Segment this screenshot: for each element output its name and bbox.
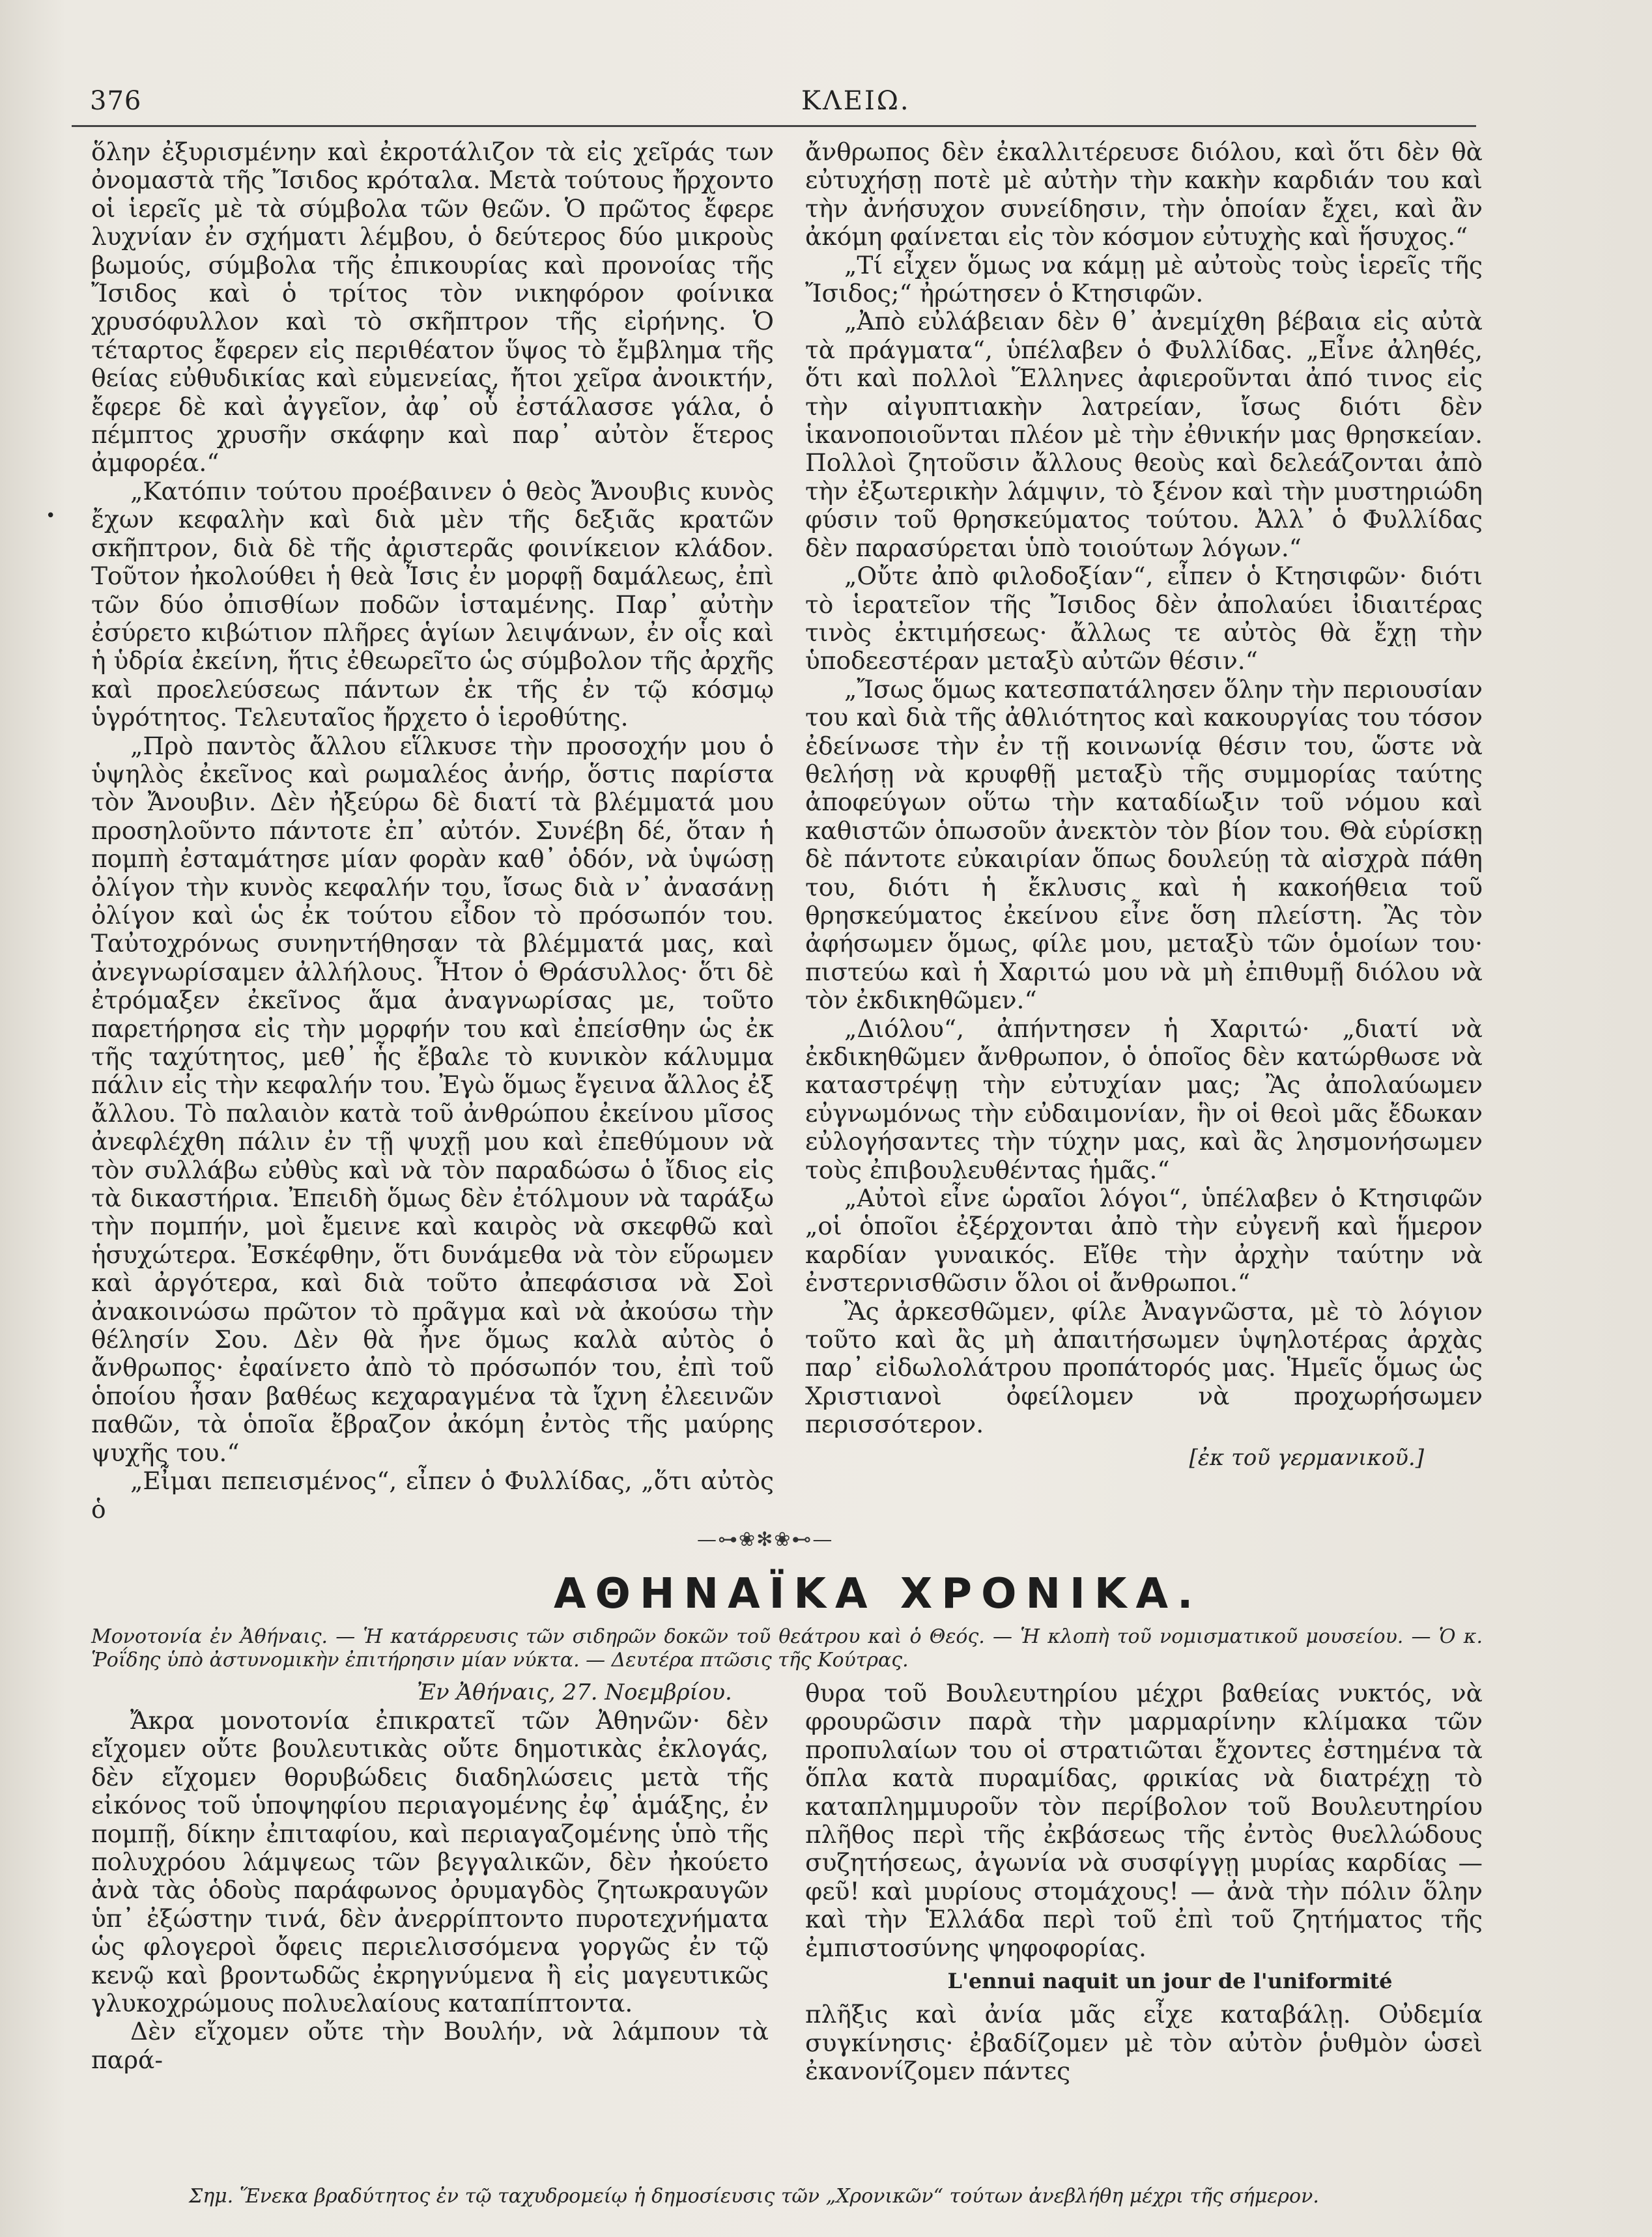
margin-mark: • bbox=[46, 506, 56, 526]
paragraph: „Διόλου“, ἀπήντησεν ἡ Χαριτώ· „διατί νὰ ἐκδικηθῶμεν ἄνθρωπον, ὁ ὁποῖος δὲν κατώρθωσε νὰ καταστρέψῃ τὴν εὐτυχίαν μας; Ἂς ἀπολαύωμεν εὐγνωμόνως τὴν εὐδαιμονίαν, ἣν οἱ θεοὶ μᾶς ἔδωκαν εὐλογήσαντες τὴν τύχην μας, καὶ ἂς λησμονήσωμεν τοὺς ἐπιβουλευθέντας ἡμᾶς.“ bbox=[805, 1014, 1483, 1184]
paragraph: πλῆξις καὶ ἀνία μᾶς εἶχε καταβάλῃ. Οὐδεμία συγκίνησις· ἐβαδίζομεν μὲ τὸν αὐτὸν ῥυθμὸν ὡσεὶ ἐκανονίζομεν πάντες bbox=[805, 2000, 1483, 2086]
paragraph: θυρα τοῦ Βουλευτηρίου μέχρι βαθείας νυκτός, νὰ φρουρῶσιν παρὰ τὴν μαρμαρίνην κλίμακα τῶν προπυλαίων του οἱ στρατιῶται ἔχοντες ἐστημένα τὰ ὅπλα κατὰ πυραμίδας, φρικίας νὰ διατρέχῃ τὸ καταπλημμυροῦν τὸν περίβολον τοῦ Βουλευτηρίου πλῆθος περὶ τῆς ἐκβάσεως τῆς ἐντὸς θυελλώδους συζητήσεως, ἀγωνία νὰ συσφίγγῃ μυρίας καρδίας — φεῦ! καὶ μυρίους στομάχους! — ἀνὰ τὴν πόλιν ὅλην καὶ τὴν Ἑλλάδα περὶ τοῦ ἐπὶ τοῦ ζητήματος τῆς ἐμπιστοσύνης ψηφοφορίας. bbox=[805, 1679, 1483, 1962]
paragraph: Ἂς ἀρκεσθῶμεν, φίλε Ἀναγνῶστα, μὲ τὸ λόγιον τοῦτο καὶ ἂς μὴ ἀπαιτήσωμεν ὑψηλοτέρας ἀρχὰς παρ᾽ εἰδωλολάτρου προπάτορός μας. Ἡμεῖς ὅμως ὡς Χριστιανοὶ ὀφείλομεν νὰ προχωρήσωμεν περισσότερον. bbox=[805, 1296, 1483, 1439]
paragraph: „Κατόπιν τούτου προέβαινεν ὁ θεὸς Ἄνουβις κυνὸς ἔχων κεφαλὴν καὶ διὰ μὲν τῆς δεξιᾶς κρατῶν σκῆπτρον, διὰ δὲ τῆς ἀριστερᾶς φοινίκειον κλάδον. Τοῦτον ἠκολούθει ἡ θεὰ Ἶσις ἐν μορφῇ δαμάλεως, ἐπὶ τῶν δύο ὀπισθίων ποδῶν ἱσταμένης. Παρ᾽ αὐτὴν ἐσύρετο κιβώτιον πλῆρες ἁγίων λειψάνων, ἐν οἷς καὶ ἡ ὑδρία ἐκείνη, ἥτις ἐθεωρεῖτο ὡς σύμβολον τῆς ἀρχῆς καὶ προελεύσεως πάντων ἐκ τῆς ἐν τῷ κόσμῳ ὑγρότητος. Τελευταῖος ἤρχετο ὁ ἱεροθύτης. bbox=[91, 476, 774, 732]
paragraph: „Εἶμαι πεπεισμένος“, εἶπεν ὁ Φυλλίδας, „ὅτι αὐτὸς ὁ bbox=[91, 1466, 774, 1524]
chronicle-right-column bbox=[805, 1679, 1483, 2086]
paragraph: „Πρὸ παντὸς ἄλλου εἵλκυσε τὴν προσοχήν μου ὁ ὑψηλὸς ἐκεῖνος καὶ ρωμαλέος ἀνήρ, ὅστις παρίστα τὸν Ἄνουβιν. Δὲν ἠξεύρω δὲ διατί τὰ βλέμματά μου προσηλοῦντο πάντοτε ἐπ᾽ αὐτόν. Συνέβη δέ, ὅταν ἡ πομπὴ ἐσταμάτησε μίαν φορὰν καθ᾽ ὁδόν, νὰ ὑψώσῃ ὀλίγον τὴν κυνὸς κεφαλήν του, ἴσως διὰ ν᾽ ἀνασάνῃ ὀλίγον καὶ ὡς ἐκ τούτου εἶδον τὸ πρόσωπόν του. Ταὐτοχρόνως συνηντήθησαν τὰ βλέμματά μας, καὶ ἀνεγνωρίσαμεν ἀλλήλους. Ἦτον ὁ Θράσυλλος· ὅτι δὲ ἐτρόμαξεν ἐκεῖνος ἅμα ἀναγνωρίσας με, τοῦτο παρετήρησα εἰς τὴν μορφήν του καὶ ἐπείσθην ὡς ἐκ τῆς ταχύτητος, μεθ᾽ ἧς ἔβαλε τὸ κυνικὸν κάλυμμα πάλιν εἰς τὴν κεφαλήν του. Ἐγὼ ὅμως ἔγεινα ἄλλος ἐξ ἄλλου. Τὸ παλαιὸν κατὰ τοῦ ἀνθρώπου ἐκείνου μῖσος ἀνεφλέχθη πάλιν ἐν τῇ ψυχῇ μου καὶ ἐπεθύμουν νὰ τὸν συλλάβω εὐθὺς καὶ νὰ τὸν παραδώσω ὁ ἴδιος εἰς τὰ δικαστήρια. Ἐπειδὴ ὅμως δὲν ἐτόλμουν νὰ ταράξω τὴν πομπήν, μοὶ ἔμεινε καὶ καιρὸς νὰ σκεφθῶ καὶ ἡσυχώτερα. Ἐσκέφθην, ὅτι δυνάμεθα νὰ τὸν εὕρωμεν καὶ ἀργότερα, καὶ διὰ τοῦτο ἀπεφάσισα νὰ Σοὶ ἀνακοινώσω πρῶτον τὸ πρᾶγμα καὶ νὰ ἀκούσω τὴν θέλησίν Σου. Δὲν θὰ ἦνε ὅμως καλὰ αὐτὸς ὁ ἄνθρωπος· ἐφαίνετο ἀπὸ τὸ πρόσωπόν του, ἐπὶ τοῦ ὁποίου ἦσαν βαθέως κεχαραγμένα τὰ ἴχνη ἐλεεινῶν παθῶν, τὰ ὁποῖα ἔβραζον ἀκόμη ἐντὸς τῆς μαύρης ψυχῆς του.“ bbox=[91, 731, 774, 1467]
paragraph: „Οὔτε ἀπὸ φιλοδοξίαν“, εἶπεν ὁ Κτησιφῶν· διότι τὸ ἱερατεῖον τῆς Ἴσιδος δὲν ἀπολαύει ἰδιαιτέρας τινὸς ἐκτιμήσεως· ἄλλως τε αὐτὸς θὰ ἔχῃ τὴν ὑποδεεστέραν μεταξὺ αὐτῶν θέσιν.“ bbox=[805, 562, 1483, 676]
story-right-column bbox=[805, 138, 1483, 1472]
journal-title: ΚΛΕΙΩ. bbox=[801, 86, 911, 116]
paragraph: „Τί εἶχεν ὅμως να κάμῃ μὲ αὐτοὺς τοὺς ἱερεῖς τῆς Ἴσιδος;“ ἠρώτησεν ὁ Κτησιφῶν. bbox=[805, 250, 1483, 308]
dateline: Ἐν Ἀθήναις, 27. Νοεμβρίου. bbox=[417, 1679, 732, 1705]
paragraph: „Ἴσως ὅμως κατεσπατάλησεν ὅλην τὴν περιουσίαν του καὶ διὰ τῆς ἀθλιότητος καὶ κακουργίας του τόσον ἐδείνωσε τὴν ἐν τῇ κοινωνίᾳ θέσιν του, ὥστε νὰ θελήσῃ νὰ κρυφθῇ μεταξὺ τῆς συμμορίας ταύτης ἀποφεύγων οὕτω τὴν καταδίωξιν τοῦ νόμου καὶ καθιστῶν ὁπωσοῦν ἀνεκτὸν τὸν βίον του. Θὰ εὑρίσκῃ δὲ πάντοτε εὐκαιρίαν ὅπως δουλεύῃ τὰ αἰσχρὰ πάθη του, διότι ἡ ἔκλυσις καὶ ἡ κακοήθεια τοῦ θρησκεύματος ἐκείνου εἶνε ὅση πλείστη. Ἂς τὸν ἀφήσωμεν ὅμως, φίλε μου, μεταξὺ τῶν ὁμοίων του· πιστεύω καὶ ἡ Χαριτώ μου νὰ μὴ ἐπιθυμῇ διόλου νὰ τὸν ἐκδικηθῶμεν.“ bbox=[805, 674, 1483, 1015]
french-quote: L'ennui naquit un jour de l'uniformité bbox=[947, 1969, 1393, 1994]
paragraph: „Αὐτοὶ εἶνε ὡραῖοι λόγοι“, ὑπέλαβεν ὁ Κτησιφῶν „οἱ ὁποῖοι ἐξέρχονται ἀπὸ τὴν εὐγενῆ καὶ ἥμερον καρδίαν γυναικός. Εἴθε τὴν ἀρχὴν ταύτην νὰ ἐνστερνισθῶσιν ὅλοι οἱ ἄνθρωποι.“ bbox=[805, 1184, 1483, 1298]
paragraph: ὅλην ἐξυρισμένην καὶ ἐκροτάλιζον τὰ εἰς χεῖράς των ὀνομαστὰ τῆς Ἴσιδος κρόταλα. Μετὰ τούτους ἤρχοντο οἱ ἱερεῖς μὲ τὰ σύμβολα τῶν θεῶν. Ὁ πρῶτος ἔφερε λυχνίαν ἐν σχήματι λέμβου, ὁ δεύτερος δύο μικροὺς βωμούς, σύμβολα τῆς ἐπικουρίας καὶ προνοίας τῆς Ἴσιδος καὶ ὁ τρίτος τὸν νικηφόρον φοίνικα χρυσόφυλλον καὶ τὸ σκῆπτρον τῆς εἰρήνης. Ὁ τέταρτος ἔφερεν εἰς περιθέατον ὕψος τὸ ἔμβλημα τῆς θείας εὐθυδικίας καὶ εὐμενείας, ἤτοι χεῖρα ἀνοικτήν, ἔφερε δὲ καὶ ἀγγεῖον, ἀφ᾽ οὗ ἐστάλασσε γάλα, ὁ πέμπτος χρυσῆν σκάφην καὶ παρ᾽ αὐτὸν ἕτερος ἀμφορέα.“ bbox=[91, 137, 774, 477]
paragraph: ἄνθρωπος δὲν ἐκαλλιτέρευσε διόλου, καὶ ὅτι δὲν θὰ εὐτυχήσῃ ποτὲ μὲ αὐτὴν τὴν κακὴν καρδιάν του καὶ τὴν ἀνήσυχον συνείδησιν, τὴν ὁποίαν ἔχει, καὶ ἂν ἀκόμη φαίνεται εἰς τὸν κόσμον εὐτυχὴς καὶ ἥσυχος.“ bbox=[805, 137, 1483, 251]
paragraph: „Ἀπὸ εὐλάβειαν δὲν θ᾽ ἀνεμίχθη βέβαια εἰς αὐτὰ τὰ πράγματα“, ὑπέλαβεν ὁ Φυλλίδας. „Εἶνε ἀληθές, ὅτι καὶ πολλοὶ Ἕλληνες ἀφιεροῦνται ἀπό τινος εἰς τὴν αἰγυπτιακὴν λατρείαν, ἴσως διότι δὲν ἱκανοποιοῦνται πλέον μὲ τὴν ἐθνικήν μας θρησκείαν. Πολλοὶ ζητοῦσιν ἄλλους θεοὺς καὶ δελεάζονται ἀπὸ τὴν ἐξωτερικὴν λάμψιν, τὸ ξένον καὶ τὴν μυστηριώδη φύσιν τοῦ θρησκεύματος τούτου. Ἀλλ᾽ ὁ Φυλλίδας δὲν παρασύρεται ὑπὸ τοιούτων λόγων.“ bbox=[805, 307, 1483, 562]
section-summary: Μονοτονία ἐν Ἀθήναις. — Ἡ κατάρρευσις τῶν σιδηρῶν δοκῶν τοῦ θεάτρου καὶ ὁ Θεός. — Ἡ κλοπὴ τοῦ νομισματικοῦ μουσείου. — Ὁ κ. Ῥοΐδης ὑπὸ ἀστυνομικὴν ἐπιτήρησιν μίαν νύκτα. — Δευτέρα πτῶσις τῆς Κούτρας. bbox=[91, 1625, 1483, 1672]
chronicle-left-column bbox=[91, 1707, 769, 2074]
page-number: 376 bbox=[90, 86, 142, 116]
header-rule bbox=[72, 125, 1476, 127]
paragraph: Δὲν εἴχομεν οὔτε τὴν Βουλήν, νὰ λάμπουν τὰ παρά- bbox=[91, 2017, 769, 2074]
section-title: ΑΘΗΝΑΪΚΑ ΧΡΟΝΙΚΑ. bbox=[554, 1570, 1203, 1618]
footnote: Σημ. Ἕνεκα βραδύτητος ἐν τῷ ταχυδρομείῳ ἡ δημοσίευσις τῶν „Χρονικῶν“ τούτων ἀνεβλήθη μέχρι τῆς σήμερον. bbox=[189, 2185, 1319, 2208]
page-header bbox=[72, 78, 1476, 117]
paragraph: Ἄκρα μονοτονία ἐπικρατεῖ τῶν Ἀθηνῶν· δὲν εἴχομεν οὔτε βουλευτικὰς οὔτε δημοτικὰς ἐκλογάς, δὲν εἴχομεν θορυβώδεις διαδηλώσεις μετὰ τῆς εἰκόνος τοῦ ὑποψηφίου περιαγομένης ἐφ᾽ ἁμάξης, ἐν πομπῇ, δίκην ἐπιταφίου, καὶ περιαγαζομένης ὑπὸ τῆς πολυχρόου λάμψεως τῶν βεγγαλικῶν, δὲν ἠκούετο ἀνὰ τὰς ὁδοὺς παράφωνος ὀρυμαγδὸς ζητωκραυγῶν ὑπ᾽ ἐξώστην τινά, δὲν ἀνερρίπτοντο πυροτεχνήματα ὡς φλογεροὶ ὄφεις περιελισσόμενα γοργῶς ἐν τῷ κενῷ καὶ βροντωδῶς ἐκρηγνύμενα ἢ εἰς μαγευτικῶς γλυκοχρώμους πολυελαίους καταπίπτοντα. bbox=[91, 1706, 769, 2018]
source-note: [ἐκ τοῦ γερμανικοῦ.] bbox=[1189, 1444, 1424, 1471]
section-ornament: —⊶❀✻❀⊷— bbox=[697, 1528, 834, 1551]
story-left-column bbox=[91, 138, 774, 1524]
